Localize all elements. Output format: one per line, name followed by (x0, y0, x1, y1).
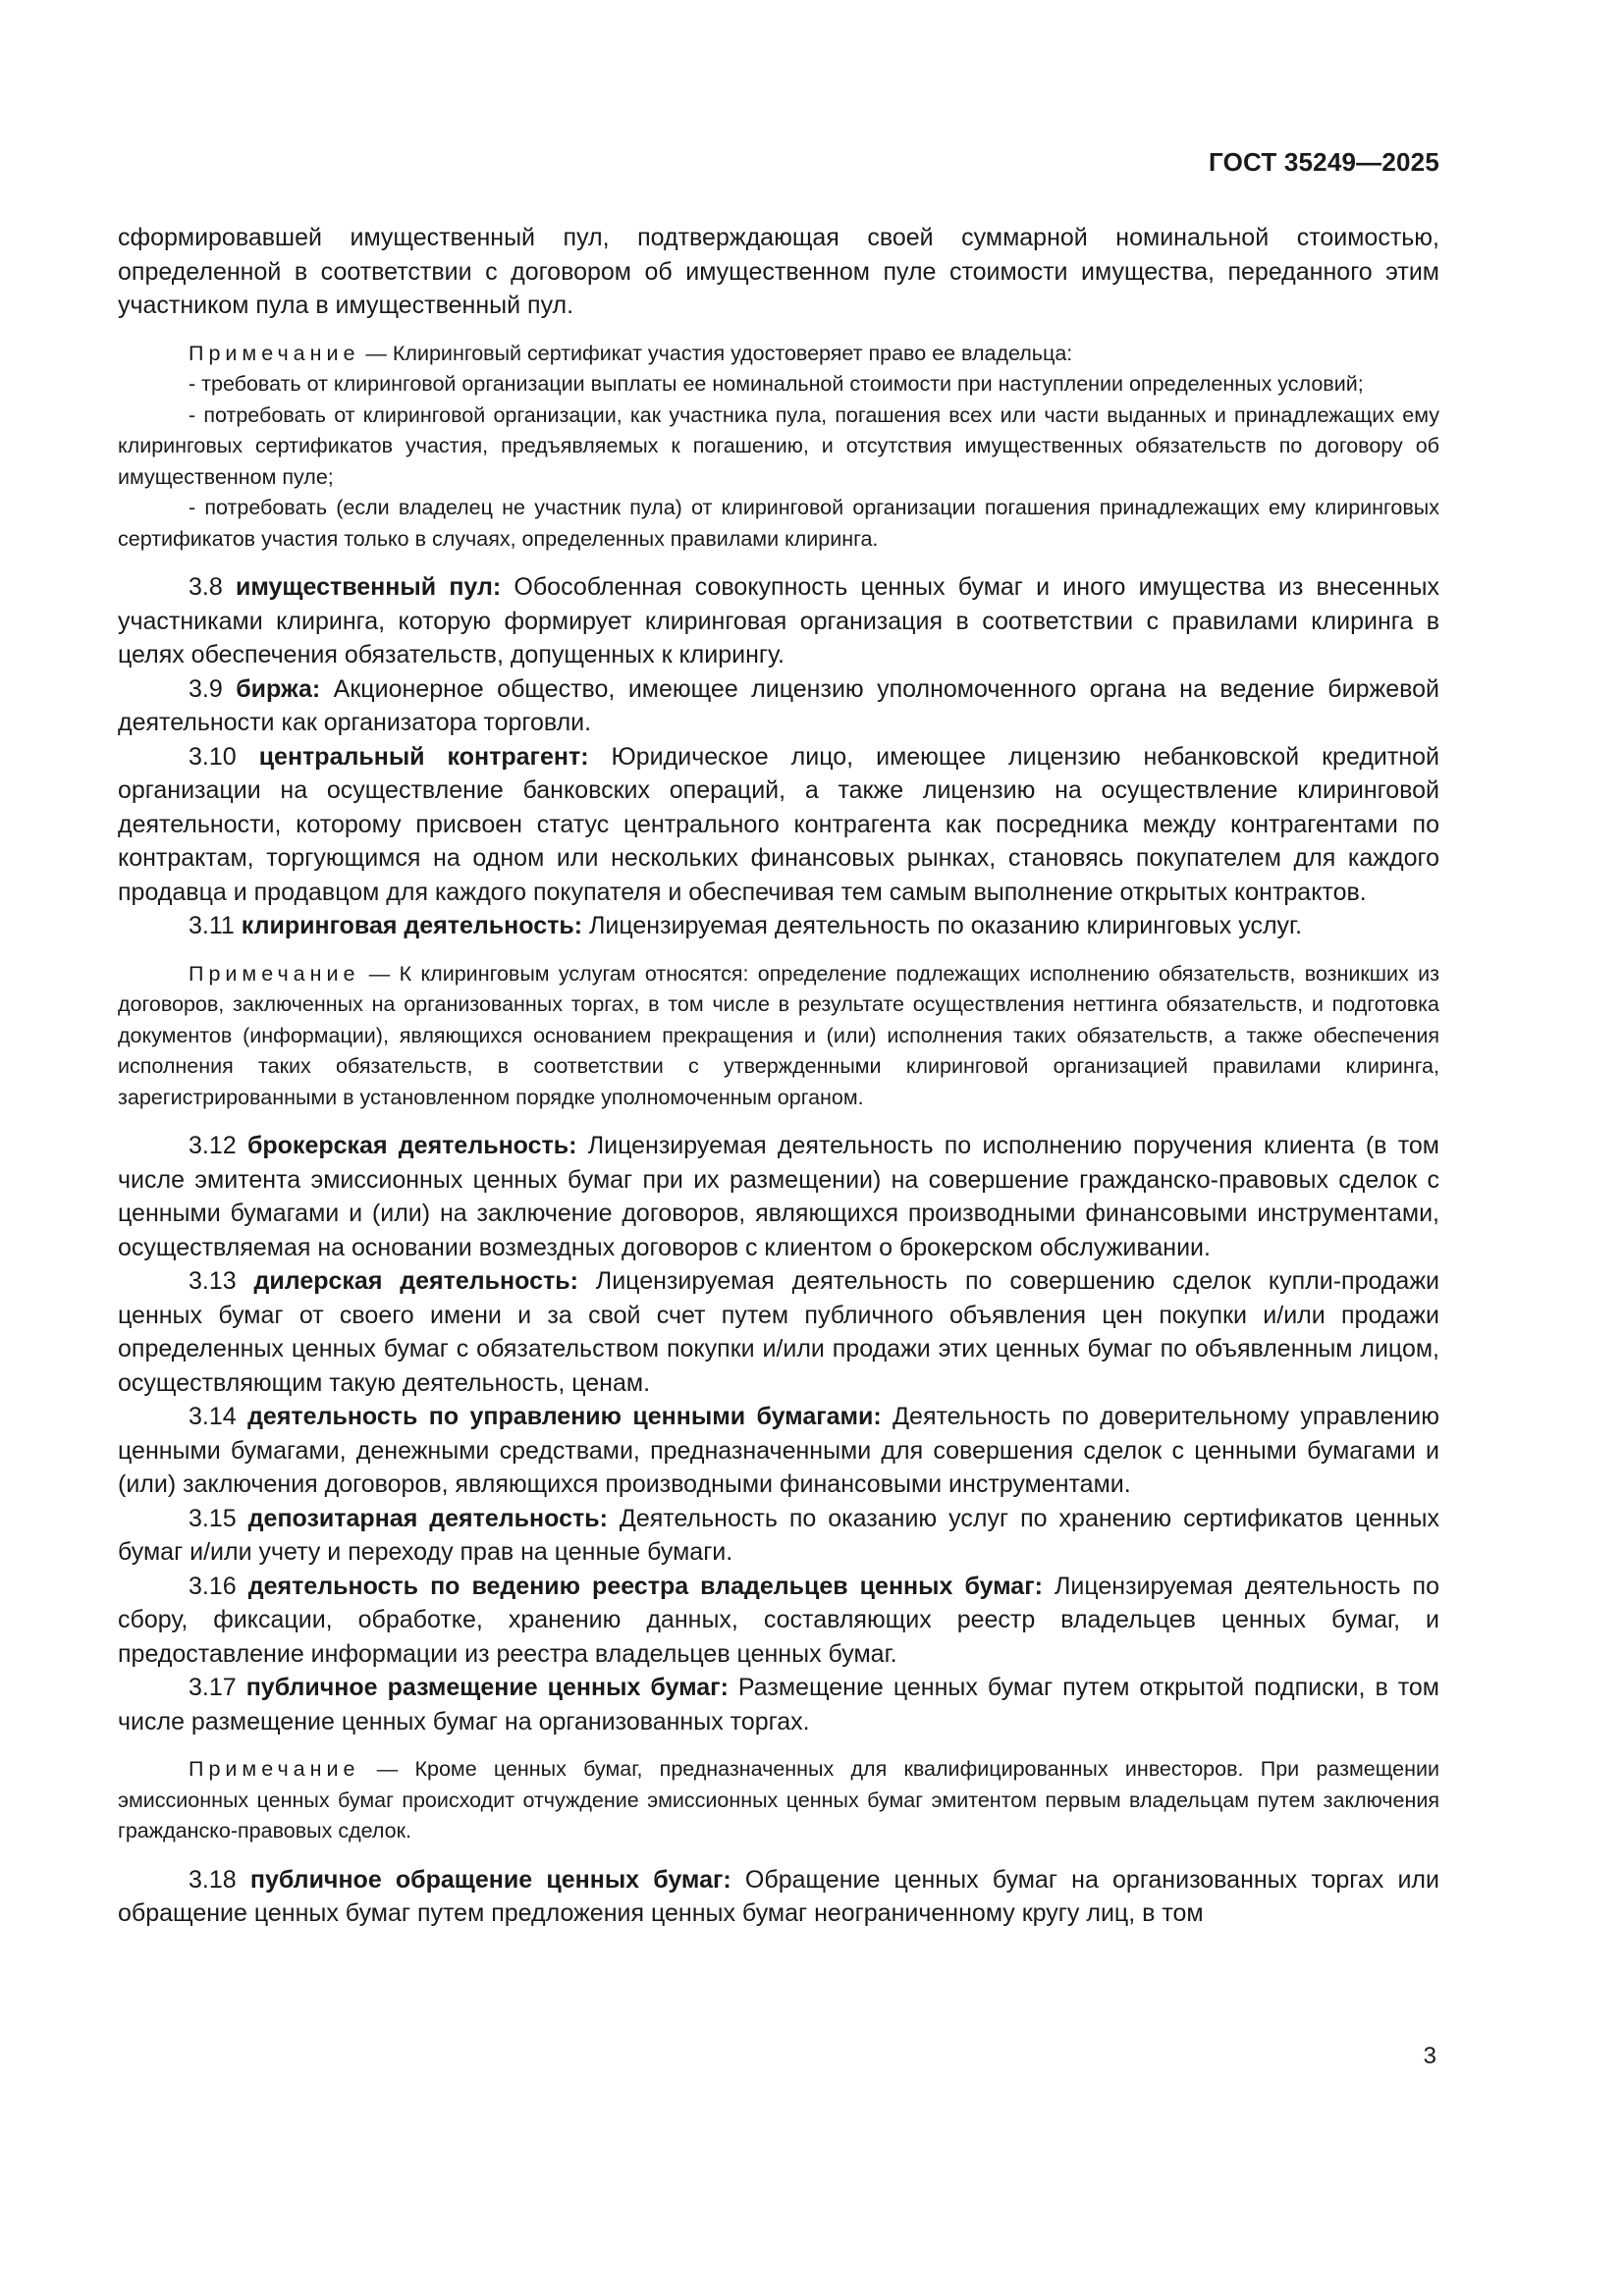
definition-3-17 (118, 1671, 1439, 1738)
intro-paragraph: сформировавшей имущественный пул, подтверждающая своей суммарной номинальной стоимостью, определенной в соответствии с договором об имущественном пуле стоимости имущества, переданного этим участником пула в имущественный пул. (118, 224, 1439, 319)
note-2-text: — К клиринговым услугам относятся: определение подлежащих исполнению обязательств, возникших из договоров, заключенных на организованных торгах, в том числе в результате осуществления неттинга обязательств, и подготовка документов (информации), являющихся основанием прекращения и (или) исполнения таких обязательств, а также обеспечения исполнения таких обязательств, в соответствии с утвержденными клиринговой организацией правилами клиринга, зарегистрированными в установленном порядке уполномоченным органом. (118, 961, 1439, 1109)
note-label: Примечание (189, 961, 360, 986)
definition-number: 3.14 (189, 1403, 237, 1430)
definition-term: депозитарная деятельность: (247, 1504, 608, 1532)
definition-number: 3.18 (189, 1865, 237, 1894)
note-1 (118, 339, 1439, 556)
note-3 (118, 1754, 1439, 1847)
definition-number: 3.16 (189, 1572, 237, 1600)
definition-number: 3.17 (189, 1674, 237, 1701)
definition-number: 3.11 (189, 912, 235, 939)
definition-text: Лицензируемая деятельность по оказанию клиринговых услуг. (582, 912, 1303, 939)
definition-number: 3.8 (189, 573, 223, 601)
page-content (118, 221, 1439, 1931)
definition-3-10 (118, 740, 1439, 910)
definition-3-14 (118, 1400, 1439, 1502)
definition-term: центральный контрагент: (258, 742, 589, 771)
definition-text: Лицензируемая деятельность по исполнению поручения клиента (в том числе эмитента эмиссионных ценных бумаг при их размещении) на совершение гражданско-правовых сделок с ценными бумагами и (или) на заключение договоров, являющихся производными финансовыми инструментами, осуществляемая на основании возмездных договоров с клиентом о брокерском обслуживании. (118, 1132, 1439, 1261)
page-number: 3 (1423, 2043, 1436, 2069)
note-2 (118, 959, 1439, 1114)
definition-term: клиринговая деятельность: (241, 912, 583, 939)
definition-text: Деятельность по доверительному управлению ценными бумагами, денежными средствами, предназначенными для совершения сделок с ценными бумагами и (или) заключения договоров, являющихся производными финансовыми инструментами. (118, 1403, 1439, 1498)
definition-text: Размещение ценных бумаг путем открытой подписки, в том числе размещение ценных бумаг на организованных торгах. (118, 1674, 1439, 1735)
standard-header: ГОСТ 35249—2025 (1209, 147, 1439, 177)
definition-term: публичное обращение ценных бумаг: (249, 1865, 731, 1894)
definition-term: деятельность по управлению ценными бумагами: (247, 1403, 882, 1430)
note-label: Примечание (189, 341, 360, 365)
definition-3-9 (118, 672, 1439, 740)
definition-text: Акционерное общество, имеющее лицензию уполномоченного органа на ведение биржевой деятельности как организатора торговли. (118, 674, 1439, 736)
note-3-text-block (118, 1754, 1439, 1847)
note-1-text: — Клиринговый сертификат участия удостоверяет право ее владельца: (359, 341, 1073, 365)
note-1-item: - требовать от клиринговой организации выплаты ее номинальной стоимости при наступлении определенных условий; (189, 372, 1364, 396)
definition-term: публичное размещение ценных бумаг: (245, 1674, 729, 1701)
definition-term: дилерская деятельность: (253, 1267, 578, 1295)
definition-3-18 (118, 1863, 1439, 1931)
definition-number: 3.12 (189, 1132, 237, 1159)
definition-term: имущественный пул: (235, 573, 502, 601)
definition-text: Обособленная совокупность ценных бумаг и иного имущества из внесенных участниками клиринга, которую формирует клиринговая организация в соответствии с правилами клиринга в целях обеспечения обязательств, допущенных к клирингу. (118, 573, 1439, 668)
definition-text: Лицензируемая деятельность по совершению сделок купли-продажи ценных бумаг от своего имени и за свой счет путем публичного объявления цен покупки и/или продажи определенных ценных бумаг с обязательством покупки и/или продажи этих ценных бумаг по объявленным лицом, осуществляющим такую деятельность, ценам. (118, 1267, 1440, 1397)
note-1-lead (118, 339, 1439, 370)
note-1-item: - потребовать (если владелец не участник пула) от клиринговой организации погашения принадлежащих ему клиринговых сертификатов участия только в случаях, определенных правилами клиринга. (118, 496, 1439, 551)
definition-number: 3.9 (189, 674, 223, 703)
definition-term: брокерская деятельность: (246, 1132, 577, 1159)
definition-3-16 (118, 1570, 1439, 1672)
note-1-item: - потребовать от клиринговой организации, как участника пула, погашения всех или части выданных и принадлежащих ему клиринговых сертификатов участия, предъявляемых к погашению, и отсутствия имущественных обязательств по договору об имущественном пуле; (118, 402, 1439, 489)
definition-number: 3.10 (189, 742, 237, 771)
definition-3-11 (118, 909, 1439, 943)
definition-3-15 (118, 1502, 1439, 1570)
definition-text: Юридическое лицо, имеющее лицензию небанковской кредитной организации на осуществление банковских операций, а также лицензию на осуществление клиринговой деятельности, которому присвоен статус центрального контрагента как посредника между контрагентами по контрактам, торгующимся на одном или нескольких финансовых рынках, становясь покупателем для каждого продавца и продавцом для каждого покупателя и обеспечивая тем самым выполнение открытых контрактов. (118, 742, 1439, 906)
definition-term: деятельность по ведению реестра владельцев ценных бумаг: (247, 1572, 1043, 1600)
definition-3-12 (118, 1129, 1439, 1264)
definition-number: 3.13 (189, 1267, 237, 1295)
definition-term: биржа: (236, 674, 321, 703)
definition-text: Обращение ценных бумаг на организованных торгах или обращение ценных бумаг путем предложения ценных бумаг неограниченному кругу лиц, в том (118, 1865, 1439, 1927)
note-3-text: — Кроме ценных бумаг, предназначенных для квалифицированных инвесторов. При размещении эмиссионных ценных бумаг происходит отчуждение эмиссионных ценных бумаг эмитентом первым владельцам путем заключения гражданско-правовых сделок. (118, 1757, 1439, 1842)
definition-3-13 (118, 1264, 1439, 1400)
definition-text: Лицензируемая деятельность по сбору, фиксации, обработке, хранению данных, составляющих реестр владельцев ценных бумаг, и предоставление информации из реестра владельцев ценных бумаг. (118, 1572, 1439, 1668)
note-2-text-block (118, 959, 1439, 1114)
note-label: Примечание (189, 1757, 360, 1781)
definition-text: Деятельность по оказанию услуг по хранению сертификатов ценных бумаг и/или учету и переходу прав на ценные бумаги. (118, 1504, 1439, 1566)
definition-number: 3.15 (189, 1504, 237, 1532)
definition-3-8 (118, 570, 1439, 672)
